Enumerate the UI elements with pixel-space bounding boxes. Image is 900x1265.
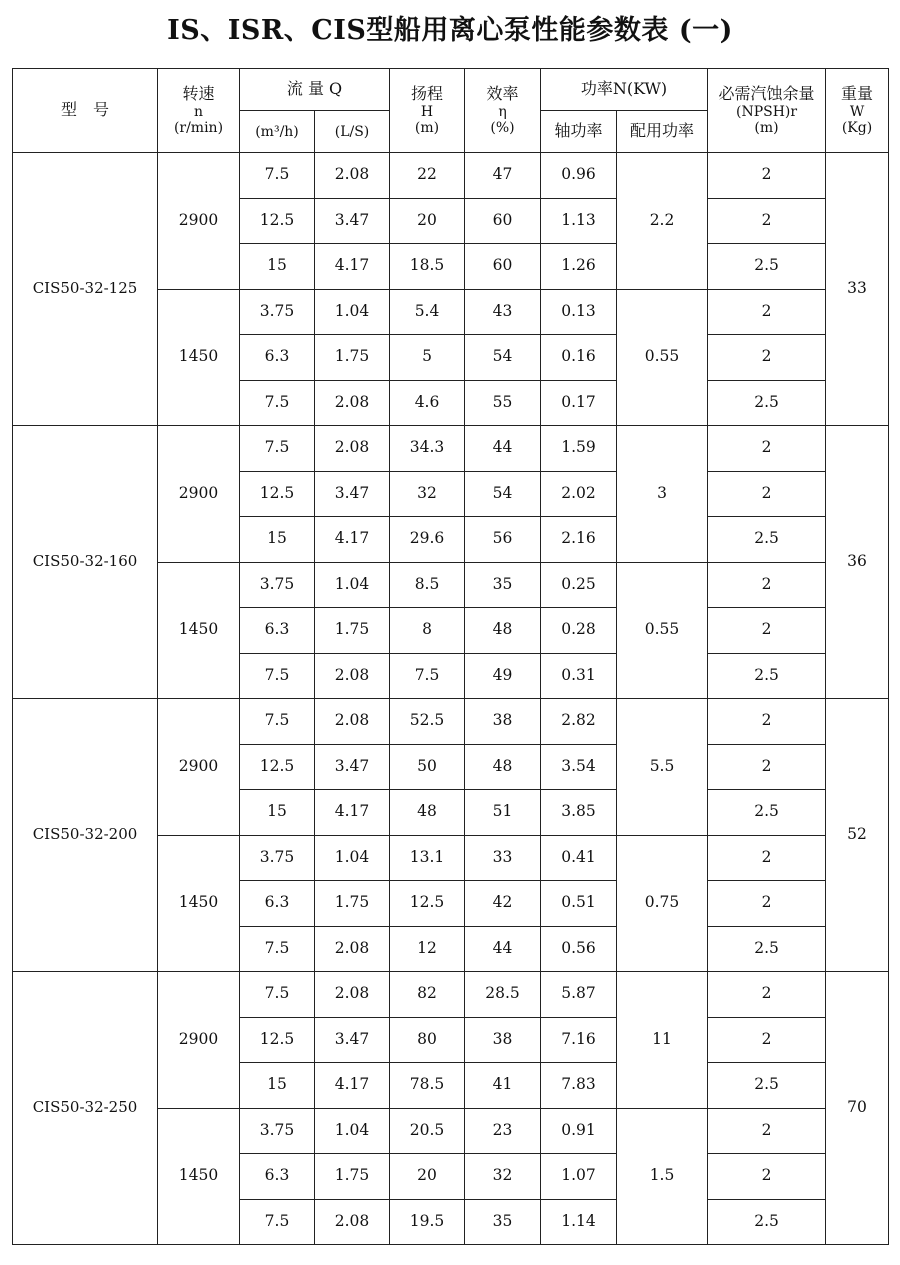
speed-cell: 2900 (158, 426, 240, 563)
shaft-power-cell: 0.56 (541, 926, 617, 972)
npsh-cell: 2 (708, 1108, 826, 1154)
model-cell: CIS50-32-125 (13, 153, 158, 426)
flow-m3h-cell: 3.75 (240, 562, 315, 608)
flow-m3h-cell: 12.5 (240, 744, 315, 790)
efficiency-cell: 41 (465, 1063, 541, 1109)
flow-m3h-cell: 6.3 (240, 1154, 315, 1200)
npsh-cell: 2 (708, 744, 826, 790)
header-shaft-power: 轴功率 (541, 111, 617, 153)
head-cell: 5 (390, 335, 465, 381)
matched-power-cell: 5.5 (617, 699, 708, 836)
shaft-power-cell: 7.83 (541, 1063, 617, 1109)
header-matched-power: 配用功率 (617, 111, 708, 153)
efficiency-cell: 48 (465, 608, 541, 654)
speed-cell: 2900 (158, 153, 240, 290)
matched-power-cell: 2.2 (617, 153, 708, 290)
flow-ls-cell: 4.17 (315, 790, 390, 836)
shaft-power-cell: 1.07 (541, 1154, 617, 1200)
efficiency-cell: 49 (465, 653, 541, 699)
efficiency-cell: 44 (465, 426, 541, 472)
npsh-cell: 2.5 (708, 244, 826, 290)
matched-power-cell: 3 (617, 426, 708, 563)
head-cell: 32 (390, 471, 465, 517)
flow-ls-cell: 2.08 (315, 153, 390, 199)
speed-cell: 1450 (158, 289, 240, 426)
efficiency-cell: 33 (465, 835, 541, 881)
efficiency-cell: 23 (465, 1108, 541, 1154)
table-row (13, 699, 889, 745)
flow-ls-cell: 4.17 (315, 244, 390, 290)
flow-m3h-cell: 7.5 (240, 653, 315, 699)
flow-ls-cell: 2.08 (315, 1199, 390, 1245)
efficiency-cell: 54 (465, 471, 541, 517)
model-cell: CIS50-32-200 (13, 699, 158, 972)
speed-cell: 1450 (158, 835, 240, 972)
flow-m3h-cell: 15 (240, 244, 315, 290)
npsh-cell: 2 (708, 835, 826, 881)
flow-ls-cell: 2.08 (315, 926, 390, 972)
flow-ls-cell: 2.08 (315, 426, 390, 472)
efficiency-cell: 54 (465, 335, 541, 381)
flow-m3h-cell: 15 (240, 1063, 315, 1109)
flow-m3h-cell: 6.3 (240, 335, 315, 381)
flow-m3h-cell: 15 (240, 790, 315, 836)
efficiency-cell: 28.5 (465, 972, 541, 1018)
efficiency-cell: 44 (465, 926, 541, 972)
speed-cell: 1450 (158, 1108, 240, 1245)
flow-m3h-cell: 7.5 (240, 426, 315, 472)
flow-m3h-cell: 12.5 (240, 1017, 315, 1063)
flow-ls-cell: 1.04 (315, 1108, 390, 1154)
model-cell: CIS50-32-160 (13, 426, 158, 699)
flow-ls-cell: 2.08 (315, 699, 390, 745)
shaft-power-cell: 0.16 (541, 335, 617, 381)
flow-m3h-cell: 7.5 (240, 153, 315, 199)
flow-m3h-cell: 6.3 (240, 881, 315, 927)
efficiency-cell: 51 (465, 790, 541, 836)
flow-ls-cell: 1.04 (315, 289, 390, 335)
head-cell: 48 (390, 790, 465, 836)
weight-cell: 70 (826, 972, 889, 1245)
flow-m3h-cell: 3.75 (240, 289, 315, 335)
efficiency-cell: 48 (465, 744, 541, 790)
flow-ls-cell: 2.08 (315, 972, 390, 1018)
header-efficiency: 效率 η (%) (465, 69, 541, 153)
flow-ls-cell: 3.47 (315, 471, 390, 517)
npsh-cell: 2.5 (708, 517, 826, 563)
weight-cell: 36 (826, 426, 889, 699)
header-model: 型 号 (13, 69, 158, 153)
head-cell: 20 (390, 1154, 465, 1200)
flow-ls-cell: 1.75 (315, 608, 390, 654)
efficiency-cell: 35 (465, 1199, 541, 1245)
head-cell: 12 (390, 926, 465, 972)
head-cell: 8.5 (390, 562, 465, 608)
head-cell: 22 (390, 153, 465, 199)
head-cell: 4.6 (390, 380, 465, 426)
head-cell: 29.6 (390, 517, 465, 563)
shaft-power-cell: 0.25 (541, 562, 617, 608)
shaft-power-cell: 1.26 (541, 244, 617, 290)
shaft-power-cell: 1.13 (541, 198, 617, 244)
header-weight: 重量 W (Kg) (826, 69, 889, 153)
shaft-power-cell: 0.31 (541, 653, 617, 699)
npsh-cell: 2 (708, 608, 826, 654)
flow-m3h-cell: 7.5 (240, 972, 315, 1018)
matched-power-cell: 0.75 (617, 835, 708, 972)
flow-ls-cell: 3.47 (315, 1017, 390, 1063)
table-row (13, 153, 889, 199)
shaft-power-cell: 2.02 (541, 471, 617, 517)
page-title: IS、ISR、CIS型船用离心泵性能参数表 (一) (167, 15, 733, 46)
head-cell: 13.1 (390, 835, 465, 881)
header-flow-m3h: (m³/h) (240, 111, 315, 153)
speed-cell: 1450 (158, 562, 240, 699)
npsh-cell: 2 (708, 972, 826, 1018)
head-cell: 12.5 (390, 881, 465, 927)
head-cell: 34.3 (390, 426, 465, 472)
npsh-cell: 2 (708, 699, 826, 745)
flow-m3h-cell: 3.75 (240, 1108, 315, 1154)
shaft-power-cell: 0.13 (541, 289, 617, 335)
flow-m3h-cell: 7.5 (240, 380, 315, 426)
shaft-power-cell: 0.91 (541, 1108, 617, 1154)
efficiency-cell: 32 (465, 1154, 541, 1200)
head-cell: 5.4 (390, 289, 465, 335)
npsh-cell: 2 (708, 426, 826, 472)
flow-ls-cell: 1.75 (315, 1154, 390, 1200)
npsh-cell: 2.5 (708, 790, 826, 836)
matched-power-cell: 11 (617, 972, 708, 1109)
head-cell: 52.5 (390, 699, 465, 745)
table-row (13, 972, 889, 1018)
npsh-cell: 2 (708, 198, 826, 244)
shaft-power-cell: 3.85 (541, 790, 617, 836)
shaft-power-cell: 2.82 (541, 699, 617, 745)
shaft-power-cell: 0.17 (541, 380, 617, 426)
head-cell: 19.5 (390, 1199, 465, 1245)
efficiency-cell: 60 (465, 198, 541, 244)
npsh-cell: 2.5 (708, 1199, 826, 1245)
npsh-cell: 2 (708, 1154, 826, 1200)
flow-ls-cell: 1.75 (315, 335, 390, 381)
header-npsh: 必需汽蚀余量 (NPSH)r (m) (708, 69, 826, 153)
head-cell: 50 (390, 744, 465, 790)
npsh-cell: 2 (708, 881, 826, 927)
npsh-cell: 2 (708, 289, 826, 335)
shaft-power-cell: 7.16 (541, 1017, 617, 1063)
npsh-cell: 2.5 (708, 926, 826, 972)
npsh-cell: 2 (708, 153, 826, 199)
header-power: 功率N(KW) (541, 69, 708, 111)
matched-power-cell: 0.55 (617, 562, 708, 699)
flow-m3h-cell: 6.3 (240, 608, 315, 654)
pump-spec-table (12, 68, 889, 1245)
head-cell: 82 (390, 972, 465, 1018)
speed-cell: 2900 (158, 699, 240, 836)
efficiency-cell: 42 (465, 881, 541, 927)
flow-m3h-cell: 7.5 (240, 699, 315, 745)
matched-power-cell: 0.55 (617, 289, 708, 426)
shaft-power-cell: 1.14 (541, 1199, 617, 1245)
flow-m3h-cell: 7.5 (240, 926, 315, 972)
flow-ls-cell: 2.08 (315, 380, 390, 426)
flow-ls-cell: 1.75 (315, 881, 390, 927)
efficiency-cell: 47 (465, 153, 541, 199)
npsh-cell: 2 (708, 471, 826, 517)
shaft-power-cell: 3.54 (541, 744, 617, 790)
efficiency-cell: 38 (465, 1017, 541, 1063)
npsh-cell: 2 (708, 1017, 826, 1063)
model-cell: CIS50-32-250 (13, 972, 158, 1245)
head-cell: 78.5 (390, 1063, 465, 1109)
header-flow-ls: (L/S) (315, 111, 390, 153)
npsh-cell: 2 (708, 562, 826, 608)
weight-cell: 33 (826, 153, 889, 426)
shaft-power-cell: 0.28 (541, 608, 617, 654)
shaft-power-cell: 2.16 (541, 517, 617, 563)
head-cell: 7.5 (390, 653, 465, 699)
table-row (13, 426, 889, 472)
speed-cell: 2900 (158, 972, 240, 1109)
efficiency-cell: 38 (465, 699, 541, 745)
weight-cell: 52 (826, 699, 889, 972)
head-cell: 18.5 (390, 244, 465, 290)
efficiency-cell: 43 (465, 289, 541, 335)
shaft-power-cell: 0.51 (541, 881, 617, 927)
flow-ls-cell: 2.08 (315, 653, 390, 699)
flow-ls-cell: 3.47 (315, 744, 390, 790)
header-head: 扬程 H (m) (390, 69, 465, 153)
matched-power-cell: 1.5 (617, 1108, 708, 1245)
head-cell: 80 (390, 1017, 465, 1063)
flow-ls-cell: 1.04 (315, 562, 390, 608)
flow-ls-cell: 1.04 (315, 835, 390, 881)
flow-m3h-cell: 12.5 (240, 198, 315, 244)
flow-m3h-cell: 3.75 (240, 835, 315, 881)
flow-ls-cell: 3.47 (315, 198, 390, 244)
efficiency-cell: 35 (465, 562, 541, 608)
flow-ls-cell: 4.17 (315, 1063, 390, 1109)
shaft-power-cell: 0.96 (541, 153, 617, 199)
npsh-cell: 2 (708, 335, 826, 381)
head-cell: 8 (390, 608, 465, 654)
efficiency-cell: 60 (465, 244, 541, 290)
shaft-power-cell: 5.87 (541, 972, 617, 1018)
head-cell: 20.5 (390, 1108, 465, 1154)
flow-ls-cell: 4.17 (315, 517, 390, 563)
shaft-power-cell: 0.41 (541, 835, 617, 881)
npsh-cell: 2.5 (708, 380, 826, 426)
efficiency-cell: 56 (465, 517, 541, 563)
header-speed: 转速 n (r/min) (158, 69, 240, 153)
head-cell: 20 (390, 198, 465, 244)
npsh-cell: 2.5 (708, 653, 826, 699)
flow-m3h-cell: 7.5 (240, 1199, 315, 1245)
flow-m3h-cell: 12.5 (240, 471, 315, 517)
header-flow: 流 量 Q (240, 69, 390, 111)
npsh-cell: 2.5 (708, 1063, 826, 1109)
efficiency-cell: 55 (465, 380, 541, 426)
shaft-power-cell: 1.59 (541, 426, 617, 472)
flow-m3h-cell: 15 (240, 517, 315, 563)
